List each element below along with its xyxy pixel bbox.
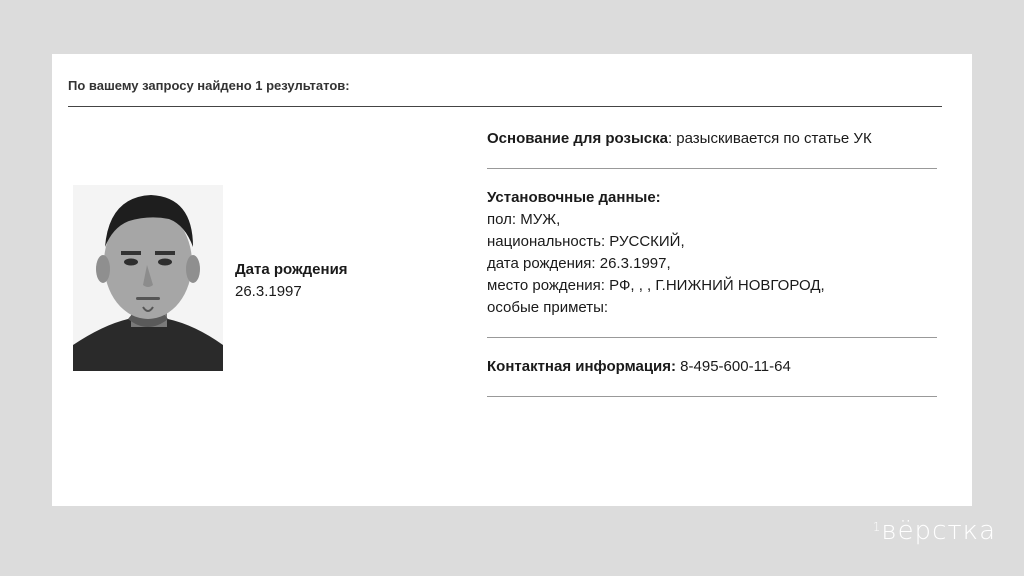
- logo-text: вёрстка: [881, 516, 996, 546]
- contact-section: [487, 356, 937, 397]
- identity-field: национальность: РУССКИЙ,: [487, 233, 685, 250]
- person-photo: [73, 185, 223, 371]
- identity-field: дата рождения: 26.3.1997,: [487, 255, 671, 272]
- search-basis-section: [487, 128, 937, 169]
- search-basis-value: : разыскивается по статье УК: [667, 130, 872, 147]
- identity-label: Установочные данные:: [487, 189, 661, 206]
- contact-phone: 8-495-600-11-64: [676, 358, 791, 375]
- person-details: [487, 128, 937, 397]
- identity-field: особые приметы:: [487, 299, 609, 316]
- identity-fields: [487, 209, 937, 319]
- search-result-card: [52, 54, 972, 506]
- birth-date-block: [235, 259, 348, 303]
- results-count-heading: По вашему запросу найдено 1 результатов:: [68, 78, 942, 107]
- identity-field: место рождения: РФ, , , Г.НИЖНИЙ НОВГОРОД,: [487, 277, 825, 294]
- search-basis-label: Основание для розыска: [487, 130, 668, 147]
- logo-superscript: 1: [872, 520, 881, 534]
- identity-field: пол: МУЖ,: [487, 211, 561, 228]
- birth-date-value: 26.3.1997: [235, 283, 302, 300]
- identity-section: [487, 187, 937, 338]
- contact-label: Контактная информация:: [487, 358, 677, 375]
- birth-date-label: Дата рождения: [235, 261, 348, 278]
- verstka-logo: [873, 516, 996, 546]
